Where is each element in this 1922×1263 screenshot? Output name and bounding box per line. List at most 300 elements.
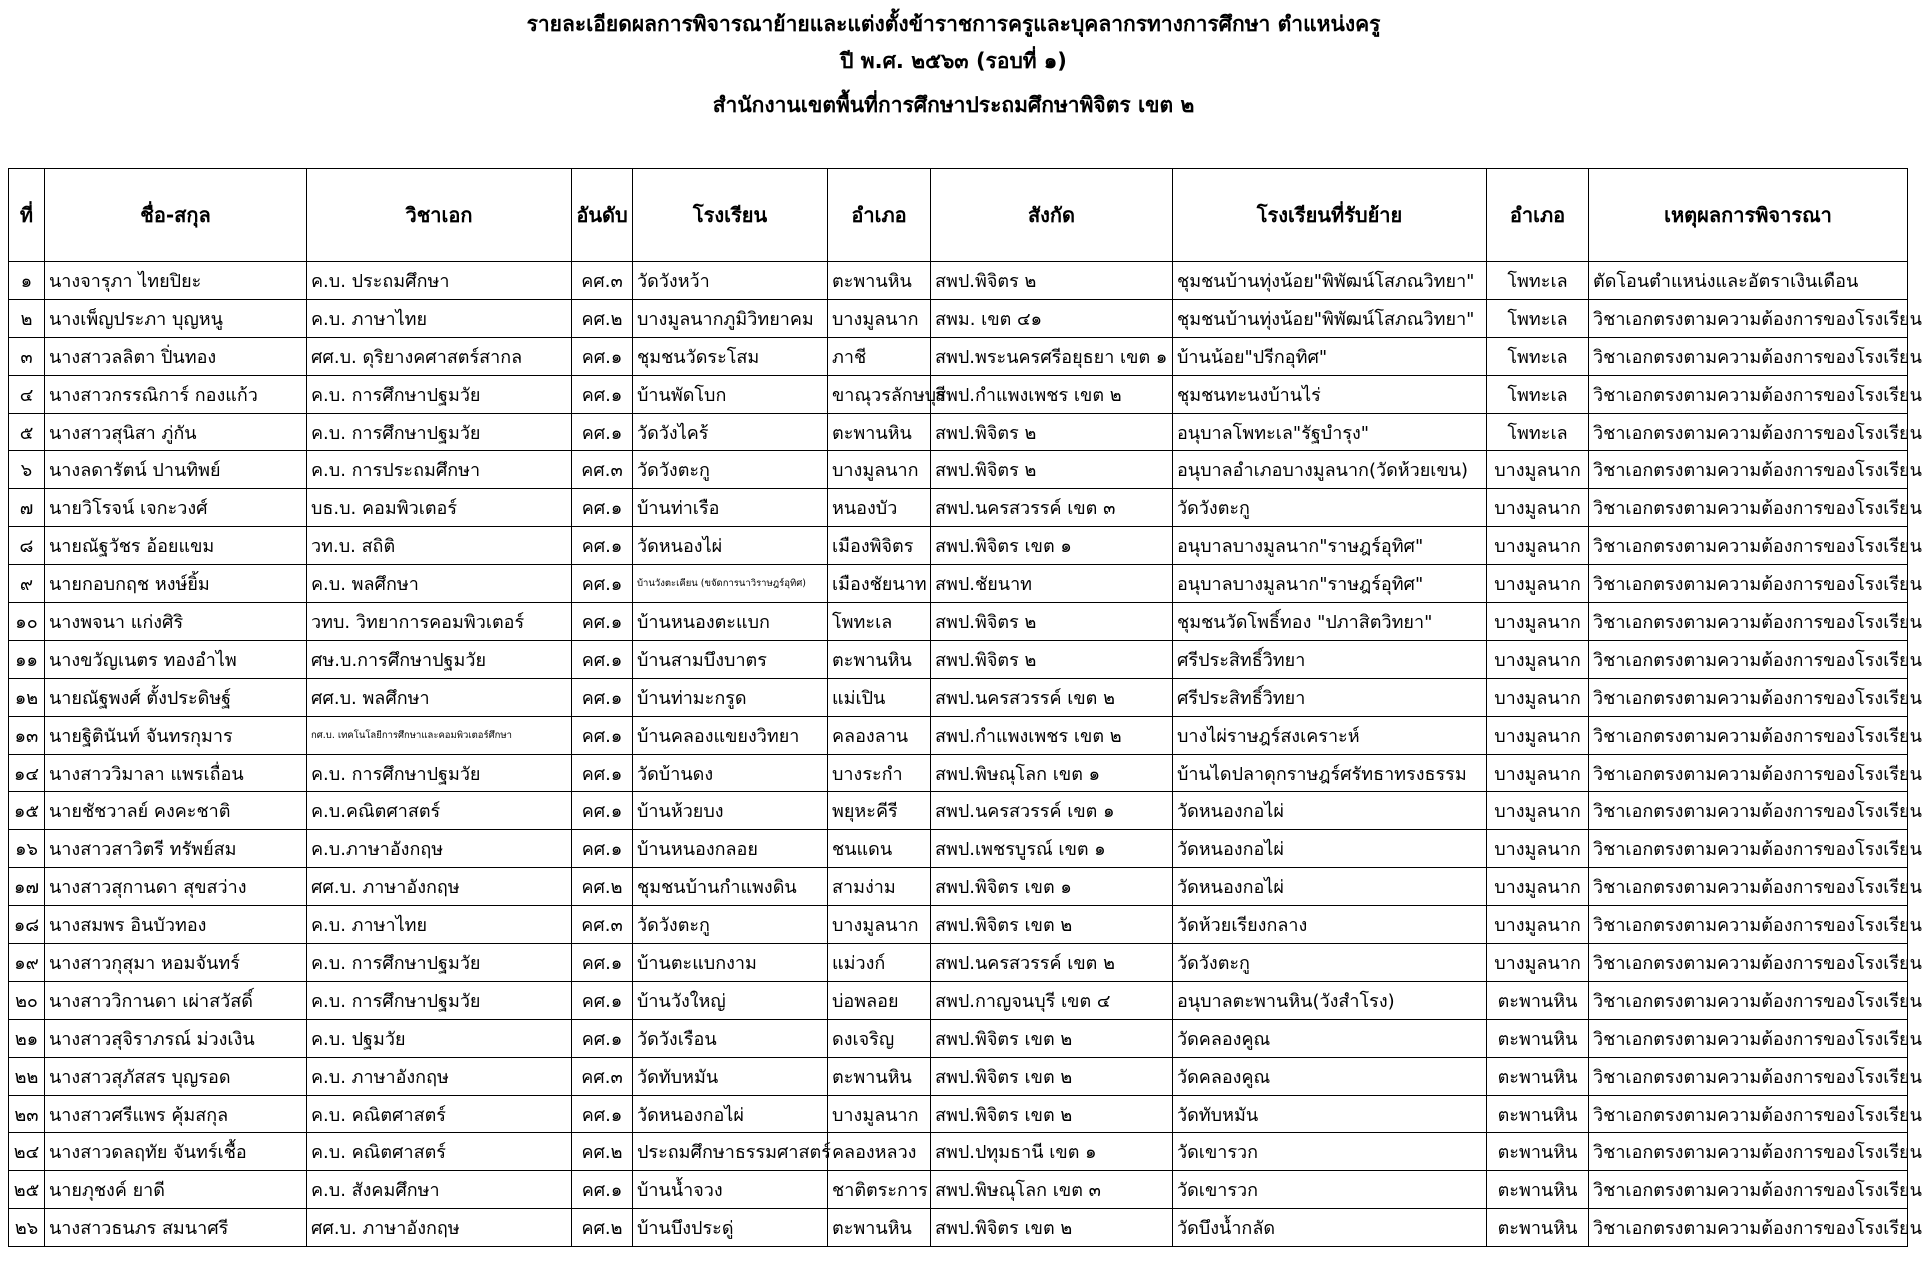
current-district-cell: บางมูลนาก	[828, 299, 931, 337]
table-row	[9, 1133, 1908, 1171]
reason-cell: วิชาเอกตรงตามความต้องการของโรงเรียน	[1589, 1095, 1908, 1133]
reason-cell: วิชาเอกตรงตามความต้องการของโรงเรียน	[1589, 906, 1908, 944]
affiliation-cell: สพป.นครสวรรค์ เขต ๑	[931, 792, 1173, 830]
major-cell: ค.บ. คณิตศาสตร์	[307, 1133, 572, 1171]
receiving-school-cell: วัดวังตะกู	[1173, 944, 1487, 982]
rank-cell: คศ.๒	[572, 1133, 633, 1171]
current-district-cell: ภาชี	[828, 337, 931, 375]
receiving-school-cell: ศรีประสิทธิ์วิทยา	[1173, 678, 1487, 716]
major-cell: บธ.บ. คอมพิวเตอร์	[307, 489, 572, 527]
current-school-cell: วัดหนองกอไผ่	[633, 1095, 828, 1133]
affiliation-cell: สพป.นครสวรรค์ เขต ๒	[931, 678, 1173, 716]
reason-cell: วิชาเอกตรงตามความต้องการของโรงเรียน	[1589, 451, 1908, 489]
current-school-cell: บ้านพัดโบก	[633, 375, 828, 413]
receiving-school-cell: บ้านน้อย"ปรีกอุทิศ"	[1173, 337, 1487, 375]
affiliation-cell: สพป.พิจิตร ๒	[931, 451, 1173, 489]
affiliation-cell: สพป.นครสวรรค์ เขต ๓	[931, 489, 1173, 527]
row-number-cell: ๒๒	[9, 1057, 45, 1095]
rank-cell: คศ.๑	[572, 565, 633, 603]
table-row	[9, 640, 1908, 678]
receiving-school-cell: ศรีประสิทธิ์วิทยา	[1173, 640, 1487, 678]
receiving-district-cell: โพทะเล	[1487, 262, 1589, 300]
current-school-cell: บ้านน้ำจวง	[633, 1171, 828, 1209]
rank-cell: คศ.๑	[572, 754, 633, 792]
current-school-cell: บ้านตะแบกงาม	[633, 944, 828, 982]
current-district-cell: เมืองพิจิตร	[828, 527, 931, 565]
reason-cell: วิชาเอกตรงตามความต้องการของโรงเรียน	[1589, 830, 1908, 868]
reason-cell: ตัดโอนตำแหน่งและอัตราเงินเดือน	[1589, 262, 1908, 300]
row-number-cell: ๑๓	[9, 716, 45, 754]
receiving-school-cell: วัดคลองคูณ	[1173, 1019, 1487, 1057]
rank-cell: คศ.๑	[572, 413, 633, 451]
reason-cell: วิชาเอกตรงตามความต้องการของโรงเรียน	[1589, 299, 1908, 337]
receiving-school-cell: บางไผ่ราษฎร์สงเคราะห์	[1173, 716, 1487, 754]
rank-cell: คศ.๑	[572, 716, 633, 754]
reason-cell: วิชาเอกตรงตามความต้องการของโรงเรียน	[1589, 603, 1908, 641]
teacher-name-cell: นายณัฐพงศ์ ตั้งประดิษฐ์	[45, 678, 307, 716]
current-school-cell: ชุมชนบ้านกำแพงดิน	[633, 868, 828, 906]
major-cell: ค.บ. การศึกษาปฐมวัย	[307, 981, 572, 1019]
current-school-cell: บ้านคลองแขยงวิทยา	[633, 716, 828, 754]
teacher-name-cell: นายชัชวาลย์ คงคะชาติ	[45, 792, 307, 830]
rank-cell: คศ.๑	[572, 640, 633, 678]
major-cell: ศศ.บ. ภาษาอังกฤษ	[307, 868, 572, 906]
row-number-cell: ๒	[9, 299, 45, 337]
header-major: วิชาเอก	[307, 169, 572, 262]
major-cell: ค.บ. พลศึกษา	[307, 565, 572, 603]
receiving-school-cell: ชุมชนทะนงบ้านไร่	[1173, 375, 1487, 413]
reason-cell: วิชาเอกตรงตามความต้องการของโรงเรียน	[1589, 1133, 1908, 1171]
teacher-name-cell: นายกอบกฤช หงษ์ยิ้ม	[45, 565, 307, 603]
current-school-cell: บ้านวังตะเคียน (ขจัดการนาวิราษฎร์อุทิศ)	[633, 565, 828, 603]
row-number-cell: ๑๔	[9, 754, 45, 792]
receiving-school-cell: อนุบาลตะพานหิน(วังสำโรง)	[1173, 981, 1487, 1019]
row-number-cell: ๒๓	[9, 1095, 45, 1133]
major-cell: ศศ.บ. พลศึกษา	[307, 678, 572, 716]
current-district-cell: ชาติตระการ	[828, 1171, 931, 1209]
row-number-cell: ๓	[9, 337, 45, 375]
row-number-cell: ๑๖	[9, 830, 45, 868]
row-number-cell: ๖	[9, 451, 45, 489]
current-school-cell: บ้านบึงประดู่	[633, 1209, 828, 1247]
row-number-cell: ๕	[9, 413, 45, 451]
current-district-cell: บางมูลนาก	[828, 451, 931, 489]
rank-cell: คศ.๓	[572, 451, 633, 489]
teacher-name-cell: นายวิโรจน์ เจกะวงศ์	[45, 489, 307, 527]
receiving-district-cell: บางมูลนาก	[1487, 603, 1589, 641]
receiving-school-cell: อนุบาลโพทะเล"รัฐบำรุง"	[1173, 413, 1487, 451]
teacher-name-cell: นายฐิตินันท์ จันทรกุมาร	[45, 716, 307, 754]
affiliation-cell: สพป.พิษณุโลก เขต ๑	[931, 754, 1173, 792]
rank-cell: คศ.๑	[572, 527, 633, 565]
affiliation-cell: สพป.พิจิตร เขต ๑	[931, 868, 1173, 906]
receiving-district-cell: บางมูลนาก	[1487, 868, 1589, 906]
teacher-name-cell: นางสาวกุสุมา หอมจันทร์	[45, 944, 307, 982]
receiving-district-cell: ตะพานหิน	[1487, 1209, 1589, 1247]
major-cell: ศศ.บ. ดุริยางคศาสตร์สากล	[307, 337, 572, 375]
row-number-cell: ๘	[9, 527, 45, 565]
teacher-name-cell: นางสาวสุนิสา ภู่กัน	[45, 413, 307, 451]
reason-cell: วิชาเอกตรงตามความต้องการของโรงเรียน	[1589, 1171, 1908, 1209]
affiliation-cell: สพป.พระนครศรีอยุธยา เขต ๑	[931, 337, 1173, 375]
header-reason: เหตุผลการพิจารณา	[1589, 169, 1908, 262]
reason-cell: วิชาเอกตรงตามความต้องการของโรงเรียน	[1589, 868, 1908, 906]
teacher-name-cell: นางสาวกรรณิการ์ กองแก้ว	[45, 375, 307, 413]
receiving-school-cell: ชุมชนวัดโพธิ์ทอง "ปภาสิตวิทยา"	[1173, 603, 1487, 641]
current-school-cell: ประถมศึกษาธรรมศาสตร์	[633, 1133, 828, 1171]
receiving-district-cell: บางมูลนาก	[1487, 944, 1589, 982]
table-row	[9, 1019, 1908, 1057]
major-cell: ค.บ. ภาษาไทย	[307, 906, 572, 944]
table-row	[9, 981, 1908, 1019]
receiving-school-cell: วัดหนองกอไผ่	[1173, 830, 1487, 868]
major-cell: วทบ. วิทยาการคอมพิวเตอร์	[307, 603, 572, 641]
affiliation-cell: สพป.พิจิตร เขต ๒	[931, 1057, 1173, 1095]
receiving-district-cell: บางมูลนาก	[1487, 716, 1589, 754]
document-header	[0, 6, 1907, 124]
major-cell: ค.บ.ภาษาอังกฤษ	[307, 830, 572, 868]
teacher-name-cell: นางสาวลลิตา ปิ่นทอง	[45, 337, 307, 375]
header-rank: อันดับ	[572, 169, 633, 262]
reason-cell: วิชาเอกตรงตามความต้องการของโรงเรียน	[1589, 981, 1908, 1019]
current-school-cell: บ้านสามบึงบาตร	[633, 640, 828, 678]
rank-cell: คศ.๑	[572, 337, 633, 375]
current-district-cell: ดงเจริญ	[828, 1019, 931, 1057]
row-number-cell: ๑	[9, 262, 45, 300]
current-district-cell: ขาณุวรลักษบุรี	[828, 375, 931, 413]
row-number-cell: ๒๔	[9, 1133, 45, 1171]
teacher-name-cell: นางสาวสุภัสสร บุญรอด	[45, 1057, 307, 1095]
affiliation-cell: สพป.พิษณุโลก เขต ๓	[931, 1171, 1173, 1209]
teacher-name-cell: นางสาวศรีแพร คุ้มสกุล	[45, 1095, 307, 1133]
rank-cell: คศ.๓	[572, 262, 633, 300]
rank-cell: คศ.๑	[572, 375, 633, 413]
rank-cell: คศ.๑	[572, 1019, 633, 1057]
rank-cell: คศ.๒	[572, 299, 633, 337]
teacher-name-cell: นางสาวสุจิราภรณ์ ม่วงเงิน	[45, 1019, 307, 1057]
major-cell: ค.บ. สังคมศึกษา	[307, 1171, 572, 1209]
current-district-cell: บางระกำ	[828, 754, 931, 792]
table-row	[9, 944, 1908, 982]
receiving-district-cell: โพทะเล	[1487, 299, 1589, 337]
teacher-name-cell: นางเพ็ญประภา บุญหนู	[45, 299, 307, 337]
row-number-cell: ๑๙	[9, 944, 45, 982]
current-district-cell: หนองบัว	[828, 489, 931, 527]
receiving-school-cell: อนุบาลบางมูลนาก"ราษฎร์อุทิศ"	[1173, 565, 1487, 603]
reason-cell: วิชาเอกตรงตามความต้องการของโรงเรียน	[1589, 792, 1908, 830]
table-row	[9, 337, 1908, 375]
reason-cell: วิชาเอกตรงตามความต้องการของโรงเรียน	[1589, 489, 1908, 527]
receiving-district-cell: ตะพานหิน	[1487, 1019, 1589, 1057]
rank-cell: คศ.๑	[572, 792, 633, 830]
current-district-cell: แม่เปิน	[828, 678, 931, 716]
affiliation-cell: สพป.กาญจนบุรี เขต ๔	[931, 981, 1173, 1019]
teacher-name-cell: นางพจนา แก่งศิริ	[45, 603, 307, 641]
rank-cell: คศ.๑	[572, 830, 633, 868]
teacher-name-cell: นางสาววิกานดา เผ่าสวัสดิ์	[45, 981, 307, 1019]
rank-cell: คศ.๑	[572, 1171, 633, 1209]
receiving-school-cell: วัดทับหมัน	[1173, 1095, 1487, 1133]
current-district-cell: ตะพานหิน	[828, 640, 931, 678]
receiving-school-cell: วัดห้วยเรียงกลาง	[1173, 906, 1487, 944]
current-district-cell: บ่อพลอย	[828, 981, 931, 1019]
receiving-district-cell: บางมูลนาก	[1487, 451, 1589, 489]
current-district-cell: ตะพานหิน	[828, 413, 931, 451]
receiving-district-cell: บางมูลนาก	[1487, 527, 1589, 565]
current-district-cell: บางมูลนาก	[828, 906, 931, 944]
table-row	[9, 603, 1908, 641]
receiving-district-cell: บางมูลนาก	[1487, 830, 1589, 868]
row-number-cell: ๑๘	[9, 906, 45, 944]
table-row	[9, 792, 1908, 830]
table-row	[9, 1209, 1908, 1247]
teacher-name-cell: นางลดารัตน์ ปานทิพย์	[45, 451, 307, 489]
rank-cell: คศ.๑	[572, 1095, 633, 1133]
affiliation-cell: สพป.พิจิตร เขต ๒	[931, 1019, 1173, 1057]
receiving-school-cell: วัดเขารวก	[1173, 1171, 1487, 1209]
receiving-district-cell: บางมูลนาก	[1487, 489, 1589, 527]
major-cell: ค.บ. การประถมศึกษา	[307, 451, 572, 489]
current-school-cell: บ้านหนองกลอย	[633, 830, 828, 868]
major-cell: กศ.บ. เทคโนโลยีการศึกษาและคอมพิวเตอร์ศึกษา	[307, 716, 572, 754]
receiving-school-cell: ชุมชนบ้านทุ่งน้อย"พิพัฒน์โสภณวิทยา"	[1173, 299, 1487, 337]
current-district-cell: ตะพานหิน	[828, 1057, 931, 1095]
table-row	[9, 375, 1908, 413]
document-year: ปี พ.ศ. ๒๕๖๓ (รอบที่ ๑)	[840, 49, 1067, 73]
major-cell: ค.บ. ภาษาอังกฤษ	[307, 1057, 572, 1095]
affiliation-cell: สพป.พิจิตร ๒	[931, 262, 1173, 300]
teacher-name-cell: นางสาวดลฤทัย จันทร์เชื้อ	[45, 1133, 307, 1171]
receiving-district-cell: โพทะเล	[1487, 413, 1589, 451]
rank-cell: คศ.๑	[572, 944, 633, 982]
affiliation-cell: สพป.พิจิตร เขต ๒	[931, 1095, 1173, 1133]
reason-cell: วิชาเอกตรงตามความต้องการของโรงเรียน	[1589, 1209, 1908, 1247]
reason-cell: วิชาเอกตรงตามความต้องการของโรงเรียน	[1589, 375, 1908, 413]
teacher-name-cell: นายภุชงค์ ยาดี	[45, 1171, 307, 1209]
receiving-district-cell: ตะพานหิน	[1487, 981, 1589, 1019]
reason-cell: วิชาเอกตรงตามความต้องการของโรงเรียน	[1589, 716, 1908, 754]
affiliation-cell: สพป.กำแพงเพชร เขต ๒	[931, 716, 1173, 754]
table-row	[9, 1057, 1908, 1095]
major-cell: ศษ.บ.การศึกษาปฐมวัย	[307, 640, 572, 678]
major-cell: ศศ.บ. ภาษาอังกฤษ	[307, 1209, 572, 1247]
teacher-name-cell: นางสมพร อินบัวทอง	[45, 906, 307, 944]
table-row	[9, 678, 1908, 716]
receiving-school-cell: บ้านไดปลาดุกราษฎร์ศรัทธาทรงธรรม	[1173, 754, 1487, 792]
major-cell: ค.บ. ปฐมวัย	[307, 1019, 572, 1057]
reason-cell: วิชาเอกตรงตามความต้องการของโรงเรียน	[1589, 565, 1908, 603]
table-row	[9, 906, 1908, 944]
receiving-school-cell: วัดวังตะกู	[1173, 489, 1487, 527]
receiving-district-cell: โพทะเล	[1487, 375, 1589, 413]
rank-cell: คศ.๑	[572, 981, 633, 1019]
current-school-cell: วัดวังหว้า	[633, 262, 828, 300]
affiliation-cell: สพป.พิจิตร ๒	[931, 603, 1173, 641]
receiving-school-cell: อนุบาลบางมูลนาก"ราษฎร์อุทิศ"	[1173, 527, 1487, 565]
transfer-results-table	[8, 168, 1922, 1247]
receiving-school-cell: วัดเขารวก	[1173, 1133, 1487, 1171]
row-number-cell: ๑๑	[9, 640, 45, 678]
table-row	[9, 451, 1908, 489]
header-receiving-school: โรงเรียนที่รับย้าย	[1173, 169, 1487, 262]
table-row	[9, 754, 1908, 792]
current-school-cell: บ้านท่ามะกรูด	[633, 678, 828, 716]
current-district-cell: ชนแดน	[828, 830, 931, 868]
reason-cell: วิชาเอกตรงตามความต้องการของโรงเรียน	[1589, 678, 1908, 716]
reason-cell: วิชาเอกตรงตามความต้องการของโรงเรียน	[1589, 527, 1908, 565]
table-row	[9, 262, 1908, 300]
table-header-row	[9, 169, 1908, 262]
receiving-school-cell: วัดหนองกอไผ่	[1173, 792, 1487, 830]
teacher-name-cell: นางสาวสุกานดา สุขสว่าง	[45, 868, 307, 906]
row-number-cell: ๒๖	[9, 1209, 45, 1247]
rank-cell: คศ.๒	[572, 868, 633, 906]
row-number-cell: ๑๕	[9, 792, 45, 830]
header-district: อำเภอ	[828, 169, 931, 262]
rank-cell: คศ.๓	[572, 1057, 633, 1095]
row-number-cell: ๒๕	[9, 1171, 45, 1209]
teacher-name-cell: นางสาวสาวิตรี ทรัพย์สม	[45, 830, 307, 868]
receiving-school-cell: วัดบึงน้ำกลัด	[1173, 1209, 1487, 1247]
major-cell: ค.บ.คณิตศาสตร์	[307, 792, 572, 830]
rank-cell: คศ.๒	[572, 1209, 633, 1247]
teacher-name-cell: นายณัฐวัชร อ้อยแขม	[45, 527, 307, 565]
row-number-cell: ๒๑	[9, 1019, 45, 1057]
receiving-school-cell: อนุบาลอำเภอบางมูลนาก(วัดห้วยเขน)	[1173, 451, 1487, 489]
header-number: ที่	[9, 169, 45, 262]
current-school-cell: วัดวังไคร้	[633, 413, 828, 451]
teacher-name-cell: นางขวัญเนตร ทองอำไพ	[45, 640, 307, 678]
header-receiving-district: อำเภอ	[1487, 169, 1589, 262]
current-school-cell: บ้านห้วยบง	[633, 792, 828, 830]
row-number-cell: ๑๐	[9, 603, 45, 641]
row-number-cell: ๒๐	[9, 981, 45, 1019]
current-school-cell: บ้านท่าเรือ	[633, 489, 828, 527]
current-district-cell: คลองหลวง	[828, 1133, 931, 1171]
teacher-name-cell: นางสาวธนภร สมนาศรี	[45, 1209, 307, 1247]
table-row	[9, 716, 1908, 754]
affiliation-cell: สพป.ชัยนาท	[931, 565, 1173, 603]
major-cell: ค.บ. การศึกษาปฐมวัย	[307, 375, 572, 413]
table-row	[9, 868, 1908, 906]
current-district-cell: บางมูลนาก	[828, 1095, 931, 1133]
receiving-school-cell: วัดคลองคูณ	[1173, 1057, 1487, 1095]
header-school: โรงเรียน	[633, 169, 828, 262]
rank-cell: คศ.๑	[572, 489, 633, 527]
receiving-district-cell: ตะพานหิน	[1487, 1171, 1589, 1209]
teacher-name-cell: นางจารุภา ไทยปิยะ	[45, 262, 307, 300]
receiving-school-cell: ชุมชนบ้านทุ่งน้อย"พิพัฒน์โสภณวิทยา"	[1173, 262, 1487, 300]
rank-cell: คศ.๓	[572, 906, 633, 944]
current-district-cell: แม่วงก์	[828, 944, 931, 982]
table-body	[9, 262, 1922, 1247]
table-row	[9, 527, 1908, 565]
major-cell: ค.บ. ภาษาไทย	[307, 299, 572, 337]
affiliation-cell: สพป.ปทุมธานี เขต ๑	[931, 1133, 1173, 1171]
receiving-district-cell: บางมูลนาก	[1487, 906, 1589, 944]
affiliation-cell: สพป.เพชรบูรณ์ เขต ๑	[931, 830, 1173, 868]
major-cell: ค.บ. การศึกษาปฐมวัย	[307, 413, 572, 451]
major-cell: ค.บ. คณิตศาสตร์	[307, 1095, 572, 1133]
receiving-district-cell: บางมูลนาก	[1487, 678, 1589, 716]
affiliation-cell: สพป.กำแพงเพชร เขต ๒	[931, 375, 1173, 413]
affiliation-cell: สพป.พิจิตร เขต ๒	[931, 1209, 1173, 1247]
affiliation-cell: สพป.นครสวรรค์ เขต ๒	[931, 944, 1173, 982]
rank-cell: คศ.๑	[572, 678, 633, 716]
current-district-cell: โพทะเล	[828, 603, 931, 641]
major-cell: ค.บ. ประถมศึกษา	[307, 262, 572, 300]
major-cell: ค.บ. การศึกษาปฐมวัย	[307, 754, 572, 792]
current-school-cell: บางมูลนากภูมิวิทยาคม	[633, 299, 828, 337]
receiving-district-cell: บางมูลนาก	[1487, 754, 1589, 792]
header-affiliation: สังกัด	[931, 169, 1173, 262]
table-row	[9, 1095, 1908, 1133]
receiving-district-cell: ตะพานหิน	[1487, 1057, 1589, 1095]
current-district-cell: เมืองชัยนาท	[828, 565, 931, 603]
receiving-school-cell: วัดหนองกอไผ่	[1173, 868, 1487, 906]
receiving-district-cell: บางมูลนาก	[1487, 640, 1589, 678]
reason-cell: วิชาเอกตรงตามความต้องการของโรงเรียน	[1589, 337, 1908, 375]
reason-cell: วิชาเอกตรงตามความต้องการของโรงเรียน	[1589, 640, 1908, 678]
current-school-cell: บ้านหนองตะแบก	[633, 603, 828, 641]
row-number-cell: ๔	[9, 375, 45, 413]
row-number-cell: ๑๒	[9, 678, 45, 716]
table-row	[9, 565, 1908, 603]
current-district-cell: คลองลาน	[828, 716, 931, 754]
affiliation-cell: สพป.พิจิตร ๒	[931, 640, 1173, 678]
table-row	[9, 299, 1908, 337]
current-district-cell: สามง่าม	[828, 868, 931, 906]
reason-cell: วิชาเอกตรงตามความต้องการของโรงเรียน	[1589, 754, 1908, 792]
receiving-district-cell: ตะพานหิน	[1487, 1095, 1589, 1133]
major-cell: ค.บ. การศึกษาปฐมวัย	[307, 944, 572, 982]
current-school-cell: บ้านวังใหญ่	[633, 981, 828, 1019]
affiliation-cell: สพม. เขต ๔๑	[931, 299, 1173, 337]
table-row	[9, 413, 1908, 451]
receiving-district-cell: บางมูลนาก	[1487, 792, 1589, 830]
affiliation-cell: สพป.พิจิตร ๒	[931, 413, 1173, 451]
reason-cell: วิชาเอกตรงตามความต้องการของโรงเรียน	[1589, 413, 1908, 451]
table-row	[9, 1171, 1908, 1209]
current-school-cell: วัดหนองไผ่	[633, 527, 828, 565]
document-office: สำนักงานเขตพื้นที่การศึกษาประถมศึกษาพิจิตร เขต ๒	[712, 93, 1195, 117]
affiliation-cell: สพป.พิจิตร เขต ๒	[931, 906, 1173, 944]
receiving-district-cell: บางมูลนาก	[1487, 565, 1589, 603]
reason-cell: วิชาเอกตรงตามความต้องการของโรงเรียน	[1589, 1057, 1908, 1095]
document-title: รายละเอียดผลการพิจารณาย้ายและแต่งตั้งข้าราชการครูและบุคลากรทางการศึกษา ตำแหน่งครู	[526, 12, 1381, 36]
table-row	[9, 830, 1908, 868]
receiving-district-cell: ตะพานหิน	[1487, 1133, 1589, 1171]
current-district-cell: พยุหะคีรี	[828, 792, 931, 830]
current-district-cell: ตะพานหิน	[828, 1209, 931, 1247]
row-number-cell: ๙	[9, 565, 45, 603]
reason-cell: วิชาเอกตรงตามความต้องการของโรงเรียน	[1589, 1019, 1908, 1057]
current-school-cell: วัดบ้านดง	[633, 754, 828, 792]
major-cell: วท.บ. สถิติ	[307, 527, 572, 565]
current-school-cell: วัดวังเรือน	[633, 1019, 828, 1057]
row-number-cell: ๗	[9, 489, 45, 527]
header-name: ชื่อ-สกุล	[45, 169, 307, 262]
row-number-cell: ๑๗	[9, 868, 45, 906]
current-school-cell: วัดวังตะกู	[633, 451, 828, 489]
teacher-name-cell: นางสาววิมาลา แพรเถื่อน	[45, 754, 307, 792]
rank-cell: คศ.๑	[572, 603, 633, 641]
current-school-cell: ชุมชนวัดระโสม	[633, 337, 828, 375]
current-district-cell: ตะพานหิน	[828, 262, 931, 300]
current-school-cell: วัดทับหมัน	[633, 1057, 828, 1095]
affiliation-cell: สพป.พิจิตร เขต ๑	[931, 527, 1173, 565]
table-row	[9, 489, 1908, 527]
